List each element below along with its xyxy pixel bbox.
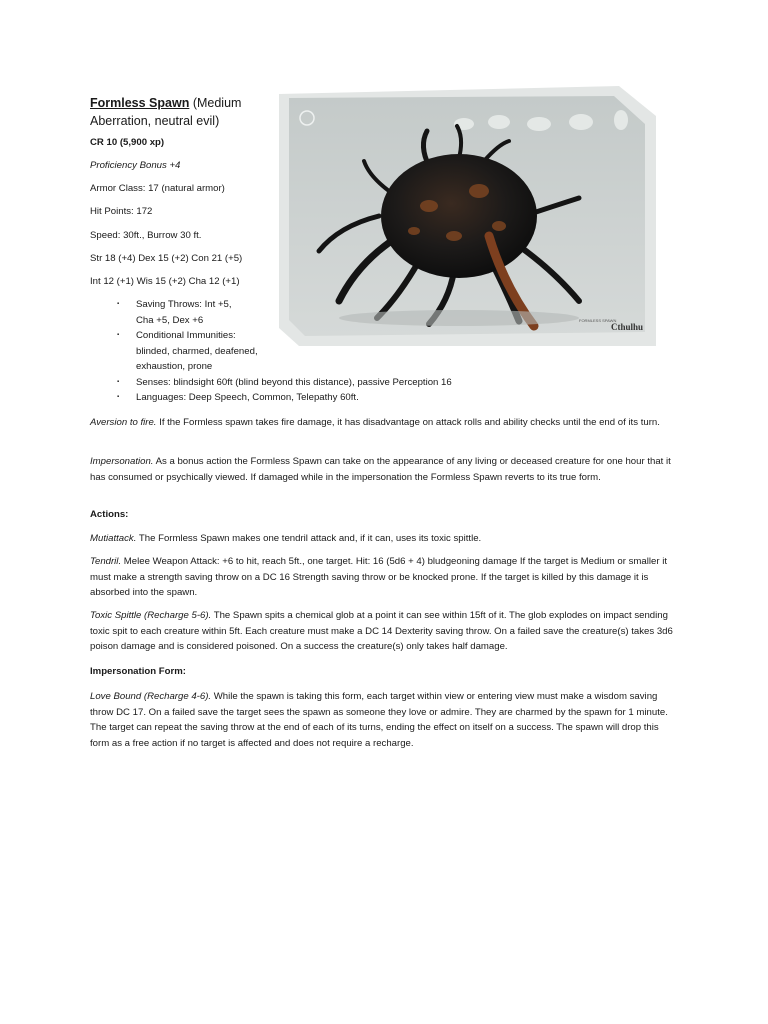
bullet-icon: ▪ <box>117 332 120 338</box>
list-item-line: Conditional Immunities: <box>136 330 236 341</box>
creature-artwork <box>279 86 656 346</box>
creature-illustration <box>279 86 656 346</box>
impersonation-love-bound <box>90 689 680 751</box>
action-name: Mutiattack. <box>90 533 137 544</box>
action-text: The Spawn spits a chemical glob at a point it can see within 15ft of it. The glob explodes on impact sending toxic spit to each creature within 5ft. Each creature must make a DC 14 Dexterity saving throw. On a failed save the creature(s) takes 3d6 poison damage and is considered poisoned. On a success the creature(s) only takes half damage. <box>90 610 673 652</box>
action-name: Tendril. <box>90 556 122 567</box>
list-item-line: Languages: Deep Speech, Common, Telepathy 60ft. <box>136 392 359 403</box>
trait-text: As a bonus action the Formless Spawn can take on the appearance of any living or deceased creature for one hour that it has consumed or psychically viewed. If damaged while in the impersonation the Formless Spawn reverts to its true form. <box>90 456 671 483</box>
ability-scores-1: Str 18 (+4) Dex 15 (+2) Con 21 (+5) <box>90 253 243 264</box>
artwork-caption: FORMLESS SPAWN <box>579 318 617 323</box>
statblock-header <box>90 94 280 130</box>
action-name: Toxic Spittle (Recharge 5-6). <box>90 610 212 621</box>
ability-scores-2: Int 12 (+1) Wis 15 (+2) Cha 12 (+1) <box>90 276 240 287</box>
armor-class: Armor Class: 17 (natural armor) <box>90 183 225 194</box>
action-tendril <box>90 554 680 601</box>
creature-type-1: (Medium <box>189 96 242 110</box>
actions-heading: Actions: <box>90 509 129 520</box>
creature-title <box>90 94 280 130</box>
list-item-senses <box>117 375 517 391</box>
artwork-logo: Cthulhu <box>611 322 644 332</box>
trait-impersonation <box>90 454 680 485</box>
action-multiattack <box>90 531 680 547</box>
bullet-icon: ▪ <box>117 301 120 307</box>
trait-name: Aversion to fire. <box>90 417 157 428</box>
action-text: The Formless Spawn makes one tendril attack and, if it can, uses its toxic spittle. <box>136 533 482 544</box>
creature-type-2: Aberration, neutral evil) <box>90 114 220 128</box>
bullet-icon: ▪ <box>117 394 120 400</box>
list-item-line: Senses: blindsight 60ft (blind beyond this distance), passive Perception 16 <box>136 376 452 388</box>
challenge-rating: CR 10 (5,900 xp) <box>90 137 165 148</box>
impersonation-name: Love Bound (Recharge 4-6). <box>90 691 212 702</box>
impersonation-text: While the spawn is taking this form, each target within view or entering view must make a wisdom saving throw DC 17. On a failed save the target sees the spawn as someone they love or admire. They are charmed by the spawn for 1 minute. The target can repeat the saving throw at the end of each of its turns, ending the effect on itself on a success. The spawn will drop this form as a free action if no target is affected and does not require a recharge. <box>90 691 668 749</box>
bullet-icon: ▪ <box>117 378 120 385</box>
list-item-line: blinded, charmed, deafened, <box>136 345 258 357</box>
impersonation-heading: Impersonation Form: <box>90 666 186 677</box>
proficiency-bonus: Proficiency Bonus +4 <box>90 160 181 171</box>
list-item-line: Saving Throws: Int +5, <box>136 299 232 310</box>
action-text: Melee Weapon Attack: +6 to hit, reach 5ft., one target. Hit: 16 (5d6 + 4) bludgeoning damage If the target is Medium or smaller it must make a strength saving throw on a DC 16 Strength saving throw or be knocked prone. If the target is killed by this damage it is absorbed into the spawn. <box>90 556 668 598</box>
speed: Speed: 30ft., Burrow 30 ft. <box>90 230 202 241</box>
trait-text: If the Formless spawn takes fire damage, it has disadvantage on attack rolls and ability checks until the end of its turn. <box>156 417 660 428</box>
list-item-line: exhaustion, prone <box>136 361 213 372</box>
trait-name: Impersonation. <box>90 456 154 467</box>
list-item-languages <box>117 390 517 406</box>
list-item-line: Cha +5, Dex +6 <box>136 314 204 326</box>
action-toxic-spittle <box>90 608 680 655</box>
creature-name: Formless Spawn <box>90 96 190 110</box>
trait-aversion-to-fire <box>90 415 680 431</box>
hit-points: Hit Points: 172 <box>90 206 153 217</box>
